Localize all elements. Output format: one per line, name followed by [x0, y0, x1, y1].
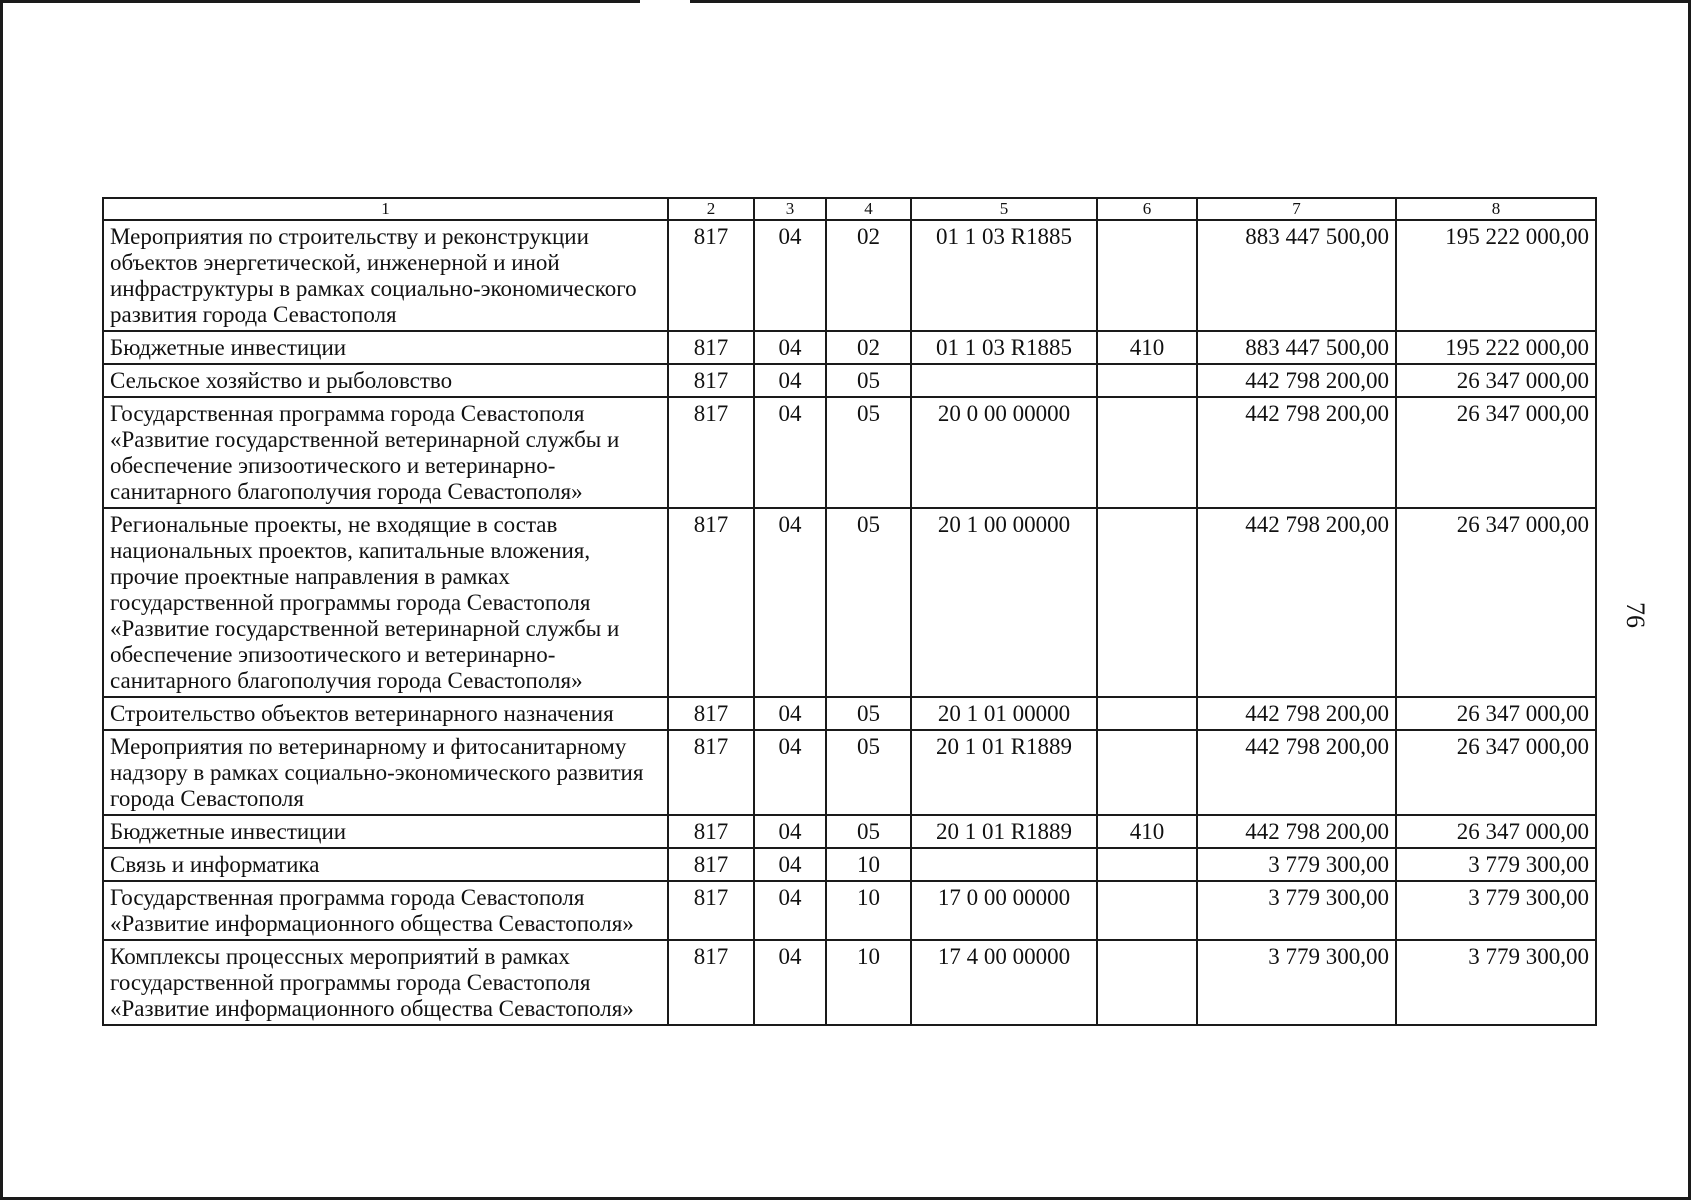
cell-subsection: 05 — [826, 697, 911, 730]
cell-section: 04 — [754, 940, 826, 1025]
cell-amount-2: 26 347 000,00 — [1396, 815, 1596, 848]
cell-target-article — [911, 364, 1097, 397]
table-row — [103, 940, 1596, 1025]
cell-amount-1: 442 798 200,00 — [1197, 508, 1396, 697]
cell-name: Строительство объектов ветеринарного назначения — [103, 697, 668, 730]
cell-subsection: 10 — [826, 881, 911, 940]
cell-section: 04 — [754, 397, 826, 508]
cell-section: 04 — [754, 848, 826, 881]
cell-amount-1: 3 779 300,00 — [1197, 940, 1396, 1025]
table-body — [103, 220, 1596, 1025]
cell-expense-type — [1097, 397, 1197, 508]
cell-expense-type — [1097, 364, 1197, 397]
scan-border-top — [0, 0, 1691, 3]
cell-admin-code: 817 — [668, 815, 754, 848]
cell-name: Мероприятия по строительству и реконструкции объектов энергетической, инженерной и иной инфраструктуры в рамках социально-экономического развития города Севастополя — [103, 220, 668, 331]
cell-target-article: 20 1 01 00000 — [911, 697, 1097, 730]
cell-expense-type: 410 — [1097, 815, 1197, 848]
cell-name: Сельское хозяйство и рыболовство — [103, 364, 668, 397]
cell-target-article: 01 1 03 R1885 — [911, 331, 1097, 364]
cell-section: 04 — [754, 220, 826, 331]
header-col-1: 1 — [103, 198, 668, 220]
page-number: 76 — [1621, 602, 1650, 628]
cell-admin-code: 817 — [668, 730, 754, 815]
table-row — [103, 220, 1596, 331]
scan-border-gap — [640, 0, 690, 3]
cell-target-article: 20 1 01 R1889 — [911, 815, 1097, 848]
cell-amount-1: 442 798 200,00 — [1197, 397, 1396, 508]
table-row — [103, 881, 1596, 940]
cell-expense-type — [1097, 697, 1197, 730]
cell-name: Региональные проекты, не входящие в состав национальных проектов, капитальные вложения, прочие проектные направления в рамках государственной программы города Севастополя «Развитие государственной ветеринарной службы и обеспечение эпизоотического и ветеринарно-санитарного благополучия города Севастополя» — [103, 508, 668, 697]
cell-name: Бюджетные инвестиции — [103, 815, 668, 848]
cell-amount-2: 195 222 000,00 — [1396, 331, 1596, 364]
scan-border-left — [0, 0, 3, 1200]
cell-admin-code: 817 — [668, 331, 754, 364]
cell-subsection: 02 — [826, 220, 911, 331]
cell-expense-type — [1097, 508, 1197, 697]
cell-expense-type — [1097, 940, 1197, 1025]
table-row — [103, 331, 1596, 364]
cell-section: 04 — [754, 881, 826, 940]
cell-target-article: 17 4 00 00000 — [911, 940, 1097, 1025]
cell-name: Мероприятия по ветеринарному и фитосанитарному надзору в рамках социально-экономического развития города Севастополя — [103, 730, 668, 815]
header-col-4: 4 — [826, 198, 911, 220]
cell-amount-2: 3 779 300,00 — [1396, 881, 1596, 940]
table-row — [103, 848, 1596, 881]
cell-expense-type — [1097, 220, 1197, 331]
header-col-8: 8 — [1396, 198, 1596, 220]
cell-target-article: 17 0 00 00000 — [911, 881, 1097, 940]
table-row — [103, 815, 1596, 848]
cell-subsection: 05 — [826, 397, 911, 508]
cell-section: 04 — [754, 364, 826, 397]
cell-admin-code: 817 — [668, 697, 754, 730]
budget-table — [102, 197, 1597, 1026]
cell-amount-1: 883 447 500,00 — [1197, 220, 1396, 331]
cell-subsection: 02 — [826, 331, 911, 364]
cell-target-article: 01 1 03 R1885 — [911, 220, 1097, 331]
cell-target-article — [911, 848, 1097, 881]
cell-target-article: 20 0 00 00000 — [911, 397, 1097, 508]
cell-name: Связь и информатика — [103, 848, 668, 881]
table-row — [103, 508, 1596, 697]
cell-expense-type — [1097, 881, 1197, 940]
cell-admin-code: 817 — [668, 881, 754, 940]
cell-section: 04 — [754, 697, 826, 730]
cell-amount-1: 883 447 500,00 — [1197, 331, 1396, 364]
cell-amount-1: 442 798 200,00 — [1197, 364, 1396, 397]
header-row — [103, 198, 1596, 220]
cell-amount-1: 442 798 200,00 — [1197, 815, 1396, 848]
cell-admin-code: 817 — [668, 848, 754, 881]
table-row — [103, 397, 1596, 508]
cell-expense-type — [1097, 848, 1197, 881]
cell-subsection: 05 — [826, 815, 911, 848]
cell-section: 04 — [754, 331, 826, 364]
cell-expense-type: 410 — [1097, 331, 1197, 364]
cell-subsection: 05 — [826, 508, 911, 697]
cell-subsection: 05 — [826, 730, 911, 815]
header-col-6: 6 — [1097, 198, 1197, 220]
header-col-3: 3 — [754, 198, 826, 220]
cell-subsection: 10 — [826, 940, 911, 1025]
header-col-5: 5 — [911, 198, 1097, 220]
cell-amount-1: 442 798 200,00 — [1197, 730, 1396, 815]
cell-amount-2: 26 347 000,00 — [1396, 397, 1596, 508]
cell-amount-2: 195 222 000,00 — [1396, 220, 1596, 331]
cell-amount-2: 26 347 000,00 — [1396, 697, 1596, 730]
cell-section: 04 — [754, 815, 826, 848]
cell-amount-1: 3 779 300,00 — [1197, 848, 1396, 881]
cell-amount-1: 3 779 300,00 — [1197, 881, 1396, 940]
cell-name: Государственная программа города Севастополя «Развитие информационного общества Севастополя» — [103, 881, 668, 940]
cell-admin-code: 817 — [668, 364, 754, 397]
cell-amount-2: 26 347 000,00 — [1396, 730, 1596, 815]
cell-amount-1: 442 798 200,00 — [1197, 697, 1396, 730]
cell-admin-code: 817 — [668, 220, 754, 331]
header-col-2: 2 — [668, 198, 754, 220]
cell-subsection: 05 — [826, 364, 911, 397]
cell-amount-2: 3 779 300,00 — [1396, 848, 1596, 881]
cell-admin-code: 817 — [668, 940, 754, 1025]
cell-amount-2: 3 779 300,00 — [1396, 940, 1596, 1025]
table-row — [103, 697, 1596, 730]
cell-name: Комплексы процессных мероприятий в рамках государственной программы города Севастополя «Развитие информационного общества Севастополя» — [103, 940, 668, 1025]
cell-amount-2: 26 347 000,00 — [1396, 364, 1596, 397]
cell-expense-type — [1097, 730, 1197, 815]
cell-name: Бюджетные инвестиции — [103, 331, 668, 364]
cell-subsection: 10 — [826, 848, 911, 881]
cell-section: 04 — [754, 508, 826, 697]
cell-admin-code: 817 — [668, 397, 754, 508]
cell-target-article: 20 1 01 R1889 — [911, 730, 1097, 815]
cell-admin-code: 817 — [668, 508, 754, 697]
cell-amount-2: 26 347 000,00 — [1396, 508, 1596, 697]
cell-section: 04 — [754, 730, 826, 815]
table-row — [103, 364, 1596, 397]
cell-name: Государственная программа города Севастополя «Развитие государственной ветеринарной службы и обеспечение эпизоотического и ветеринарно-санитарного благополучия города Севастополя» — [103, 397, 668, 508]
table-row — [103, 730, 1596, 815]
header-col-7: 7 — [1197, 198, 1396, 220]
cell-target-article: 20 1 00 00000 — [911, 508, 1097, 697]
